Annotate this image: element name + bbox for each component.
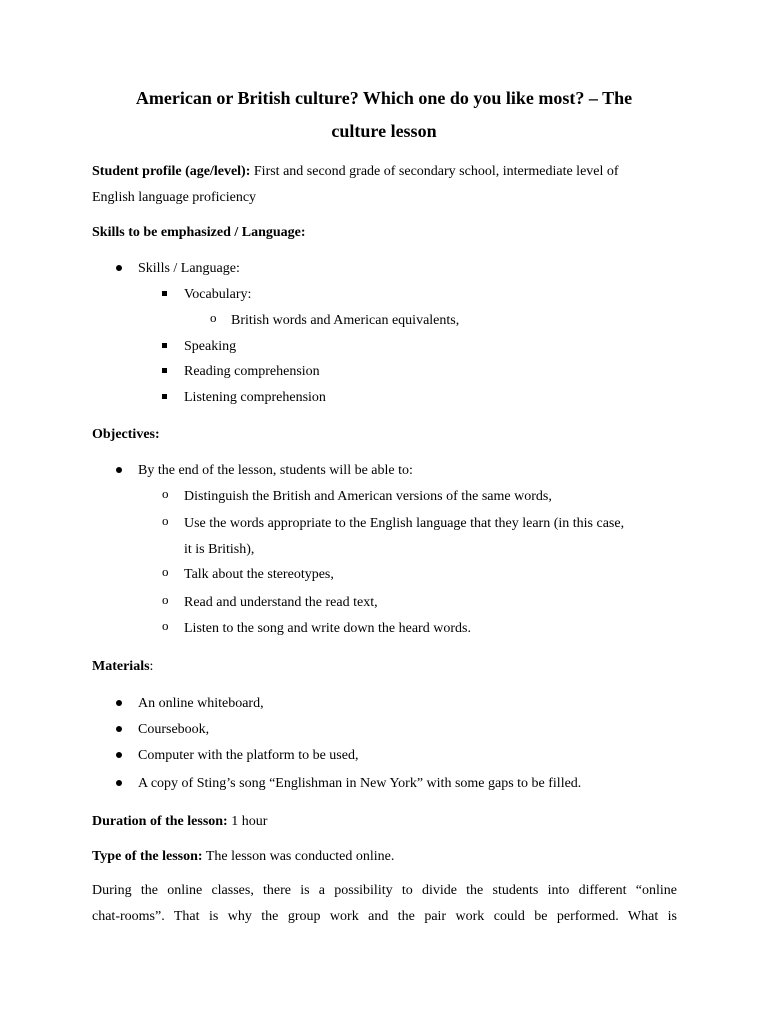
objective-item: Read and understand the read text, xyxy=(184,595,378,610)
materials-heading-line xyxy=(92,658,153,675)
bullet-dot xyxy=(116,700,122,706)
title-line-1: American or British culture? Which one do you like most? – The xyxy=(135,88,633,108)
bullet-square xyxy=(162,291,167,296)
objective-item: Listen to the song and write down the heard words. xyxy=(184,621,471,636)
bullet-dot xyxy=(116,752,122,758)
bullet-circle: o xyxy=(162,564,169,579)
duration-label: Duration of the lesson: xyxy=(92,814,228,829)
skill-speaking: Speaking xyxy=(184,339,237,354)
skill-reading: Reading comprehension xyxy=(184,364,320,379)
material-item: A copy of Sting’s song “Englishman in New York” with some gaps to be filled. xyxy=(138,776,582,791)
bullet-square xyxy=(162,343,167,348)
bullet-dot xyxy=(116,726,122,732)
paragraph-line-1: During the online classes, there is a possibility to divide the students into different “online xyxy=(92,883,677,898)
bullet-dot xyxy=(116,467,122,473)
student-profile-line-1 xyxy=(92,163,619,180)
lesson-type-line xyxy=(92,848,394,865)
skill-listening: Listening comprehension xyxy=(184,390,326,405)
skill-vocabulary-sub: British words and American equivalents, xyxy=(231,313,460,328)
lesson-type-label: Type of the lesson: xyxy=(92,849,203,864)
material-item: An online whiteboard, xyxy=(138,696,264,711)
bullet-dot xyxy=(116,265,122,271)
skill-vocabulary: Vocabulary: xyxy=(184,287,252,302)
material-item: Coursebook, xyxy=(138,722,210,737)
objective-item: Use the words appropriate to the English language that they learn (in this case, xyxy=(184,516,625,531)
material-item: Computer with the platform to be used, xyxy=(138,748,359,763)
materials-heading: Materials xyxy=(92,659,150,674)
student-profile-line-2: English language proficiency xyxy=(92,190,257,205)
duration-value: 1 hour xyxy=(227,814,268,829)
duration-line xyxy=(92,813,267,830)
paragraph-line-2: chat-rooms”. That is why the group work and the pair work could be performed. What is xyxy=(92,909,677,924)
objective-item-continued: it is British), xyxy=(184,542,255,557)
student-profile-text: First and second grade of secondary school, intermediate level of xyxy=(250,164,619,179)
bullet-circle: o xyxy=(162,513,169,528)
title-line-2: culture lesson xyxy=(331,121,437,141)
bullet-circle: o xyxy=(162,592,169,607)
materials-colon: : xyxy=(149,659,154,674)
bullet-square xyxy=(162,368,167,373)
objectives-intro: By the end of the lesson, students will be able to: xyxy=(138,463,413,478)
student-profile-label: Student profile (age/level): xyxy=(92,164,251,179)
objective-item: Talk about the stereotypes, xyxy=(184,567,334,582)
lesson-type-value: The lesson was conducted online. xyxy=(202,849,395,864)
bullet-circle: o xyxy=(210,310,217,325)
skills-top-item: Skills / Language: xyxy=(138,261,240,276)
bullet-dot xyxy=(116,780,122,786)
bullet-circle: o xyxy=(162,618,169,633)
skills-heading: Skills to be emphasized / Language: xyxy=(92,225,306,240)
bullet-circle: o xyxy=(162,486,169,501)
objective-item: Distinguish the British and American versions of the same words, xyxy=(184,489,552,504)
objectives-heading: Objectives: xyxy=(92,427,160,442)
bullet-square xyxy=(162,394,167,399)
